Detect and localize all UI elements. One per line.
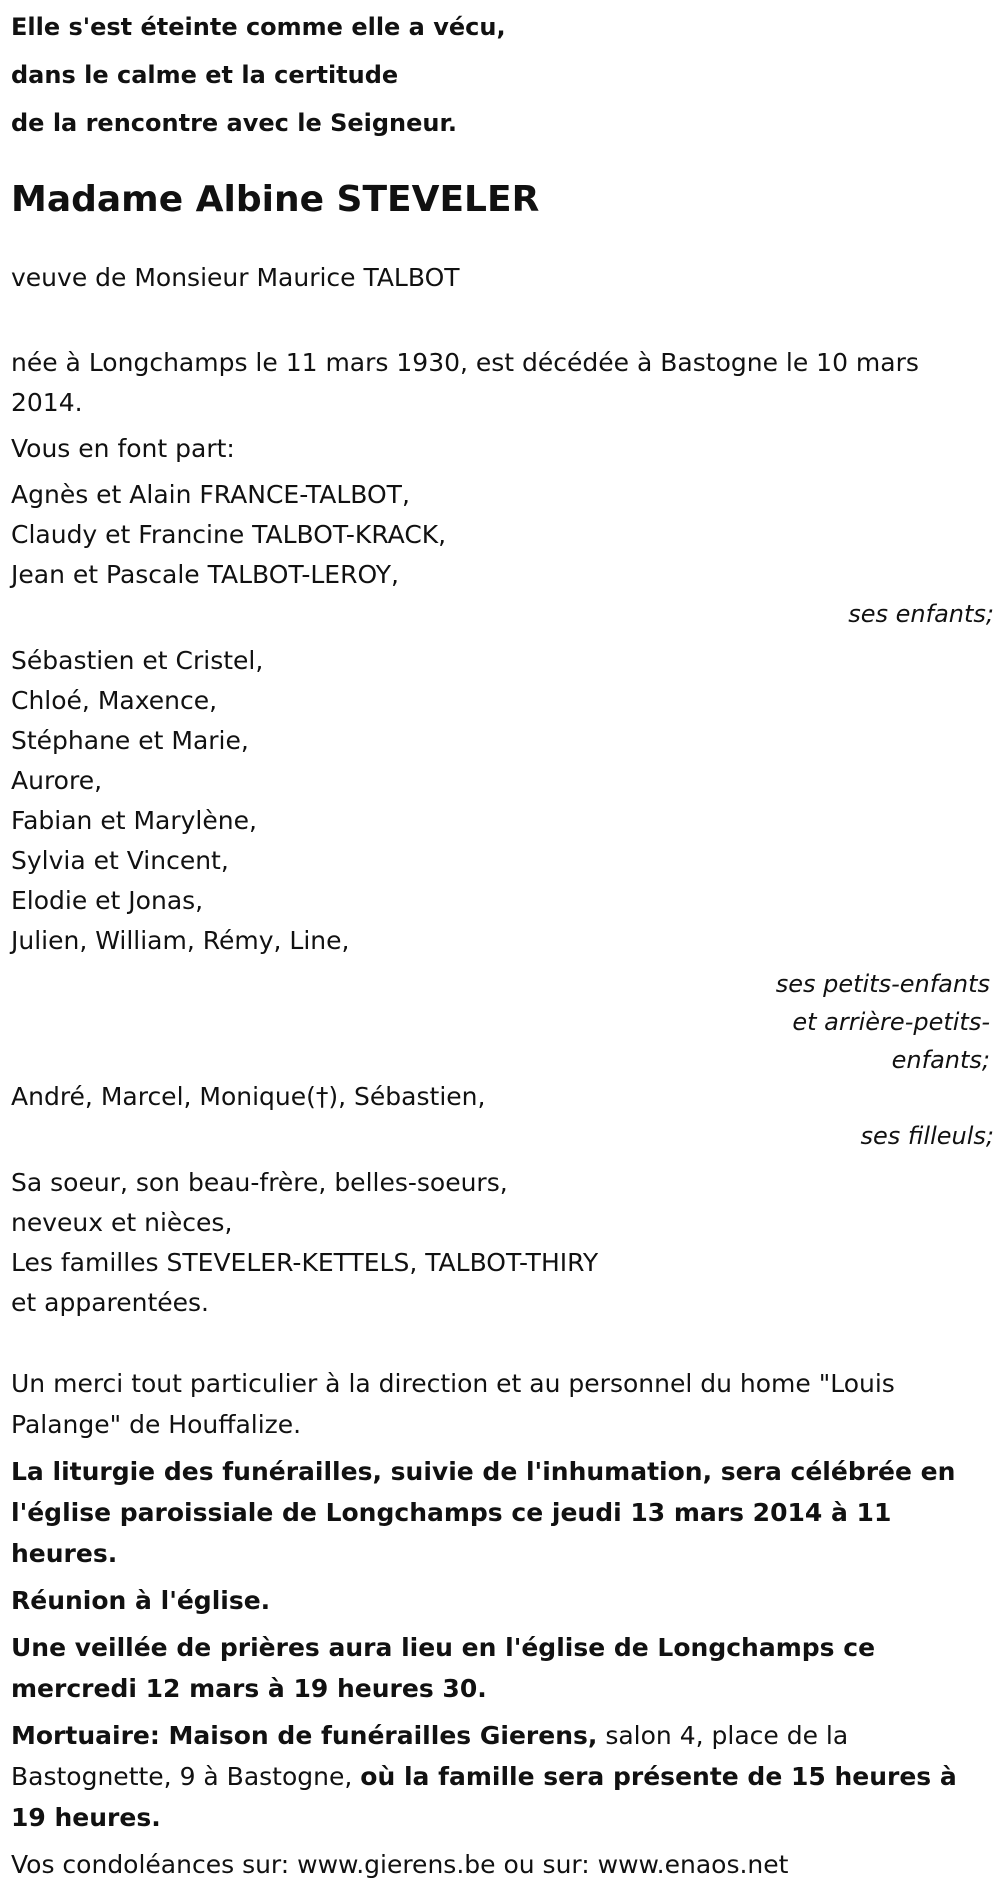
role-line: enfants; [891,1046,990,1074]
mortuary-presence: où la famille sera présente de 15 heures à 19 heures. [11,1762,957,1832]
list-item: Sébastien et Cristel, [11,646,264,675]
list-item: Stéphane et Marie, [11,726,249,755]
other-relatives [11,1163,990,1323]
list-item: et apparentées. [11,1288,209,1317]
list-item: Sa soeur, son beau-frère, belles-soeurs, [11,1168,508,1197]
godchildren-role: ses filleuls; [860,1122,994,1150]
list-item: Julien, William, Rémy, Line, [11,926,350,955]
list-item: neveux et nièces, [11,1208,233,1237]
list-item: André, Marcel, Monique(†), Sébastien, [11,1082,486,1111]
announce-label: Vous en font part: [11,434,235,463]
list-item: Les familles STEVELER-KETTELS, TALBOT-THIRY [11,1248,599,1277]
meeting-text: Réunion à l'église. [11,1586,271,1615]
opening-quote [11,3,990,147]
list-item: Aurore, [11,766,103,795]
quote-line: dans le calme et la certitude [11,61,399,89]
birth-death: née à Longchamps le 11 mars 1930, est décédée à Bastogne le 10 mars 2014. [11,348,919,417]
vigil-text: Une veillée de prières aura lieu en l'église de Longchamps ce mercredi 12 mars à 19 heures 30. [11,1633,876,1703]
role-line: ses petits-enfants [775,970,990,998]
grandchildren-role [740,965,990,1079]
role-line: et arrière-petits- [792,1008,990,1036]
widow-of: veuve de Monsieur Maurice TALBOT [11,263,460,292]
list-item: Jean et Pascale TALBOT-LEROY, [11,560,400,589]
list-item: Claudy et Francine TALBOT-KRACK, [11,520,447,549]
godchildren-list [11,1077,990,1117]
list-item: Elodie et Jonas, [11,886,204,915]
obituary-page [0,3,994,1885]
children-role: ses enfants; [848,600,994,628]
list-item: Sylvia et Vincent, [11,846,229,875]
mortuary-label: Mortuaire: Maison de funérailles Gierens, [11,1721,598,1750]
deceased-name: Madame Albine STEVELER [11,179,540,220]
mortuary-text [11,1715,991,1838]
list-item: Chloé, Maxence, [11,686,218,715]
mortuary-address: salon 4, place de la Bastognette, 9 à Bastogne, [11,1721,849,1791]
list-item: Agnès et Alain FRANCE-TALBOT, [11,480,410,509]
children-list [11,475,990,595]
thanks-text: Un merci tout particulier à la direction et au personnel du home "Louis Palange" de Houffalize. [11,1369,895,1439]
grandchildren-list [11,641,990,961]
quote-line: de la rencontre avec le Seigneur. [11,109,458,137]
list-item: Fabian et Marylène, [11,806,257,835]
quote-line: Elle s'est éteinte comme elle a vécu, [11,13,506,41]
condolences-text: Vos condoléances sur: www.gierens.be ou sur: www.enaos.net [11,1850,789,1879]
liturgy-text: La liturgie des funérailles, suivie de l'inhumation, sera célébrée en l'église paroissiale de Longchamps ce jeudi 13 mars 2014 à 11 heures. [11,1457,956,1568]
